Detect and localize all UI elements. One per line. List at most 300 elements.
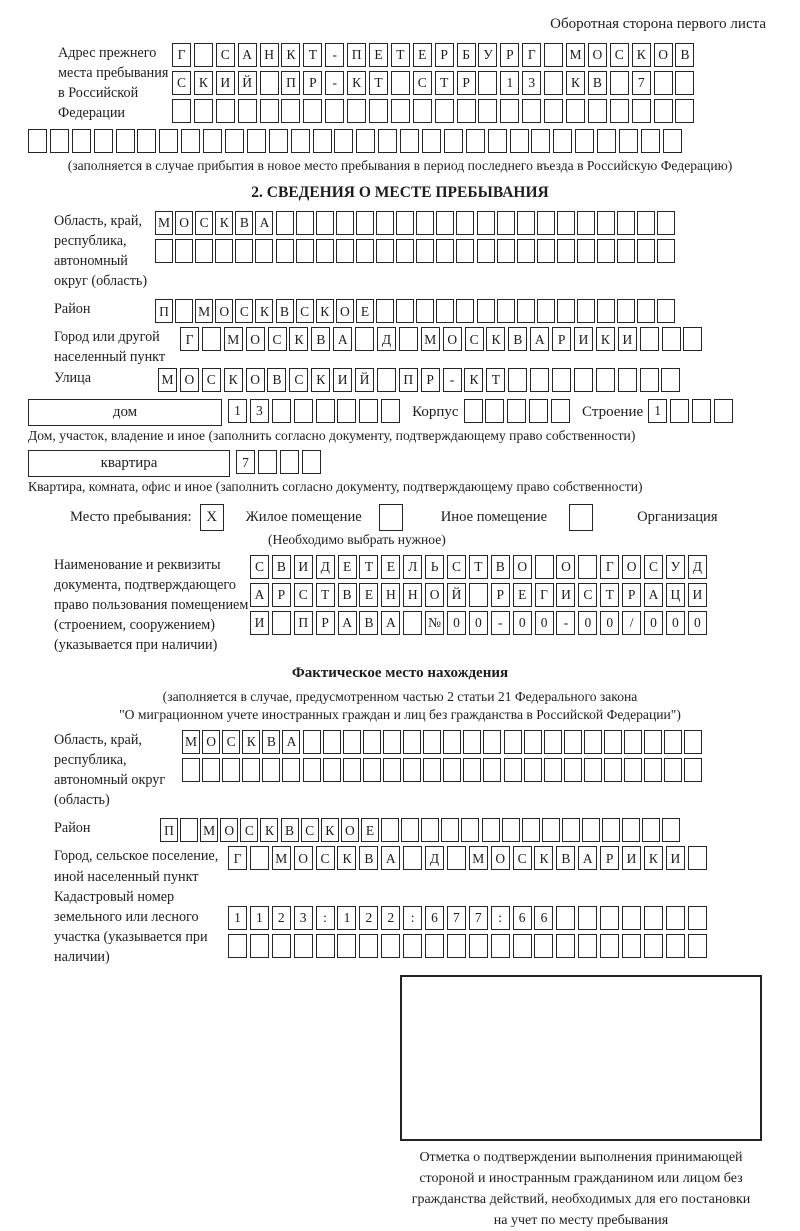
char-cell[interactable] [477, 299, 495, 323]
char-cell[interactable] [421, 818, 439, 842]
char-cell[interactable]: П [399, 368, 418, 392]
char-cell[interactable] [194, 43, 213, 67]
char-cell[interactable] [617, 299, 635, 323]
char-cell[interactable]: О [425, 583, 444, 607]
char-cell[interactable]: Т [316, 583, 335, 607]
char-cell[interactable]: В [556, 846, 575, 870]
char-cell[interactable] [617, 211, 635, 235]
char-cell[interactable] [381, 399, 400, 423]
char-cell[interactable]: С [222, 730, 240, 754]
char-cell[interactable] [413, 99, 432, 123]
char-cell[interactable]: А [381, 611, 400, 635]
char-cell[interactable] [155, 239, 173, 263]
char-cell[interactable] [316, 934, 335, 958]
char-cell[interactable] [670, 399, 689, 423]
char-cell[interactable] [488, 129, 507, 153]
char-cell[interactable]: А [578, 846, 597, 870]
char-cell[interactable] [657, 239, 675, 263]
char-cell[interactable]: В [267, 368, 286, 392]
char-cell[interactable] [369, 99, 388, 123]
char-cell[interactable] [50, 129, 69, 153]
char-cell[interactable]: 0 [535, 611, 554, 635]
char-cell[interactable]: С [301, 818, 319, 842]
char-cell[interactable]: С [240, 818, 258, 842]
char-cell[interactable]: Р [435, 43, 454, 67]
char-cell[interactable] [302, 450, 321, 474]
char-cell[interactable] [507, 399, 526, 423]
char-cell[interactable] [688, 846, 707, 870]
char-cell[interactable]: Т [303, 43, 322, 67]
char-cell[interactable] [294, 934, 313, 958]
char-cell[interactable] [531, 129, 550, 153]
char-cell[interactable] [303, 730, 321, 754]
char-cell[interactable] [377, 368, 396, 392]
char-cell[interactable]: 2 [359, 906, 378, 930]
char-cell[interactable]: О [622, 555, 641, 579]
char-cell[interactable] [403, 730, 421, 754]
char-cell[interactable]: Е [369, 43, 388, 67]
char-cell[interactable]: 7 [447, 906, 466, 930]
char-cell[interactable]: В [588, 71, 607, 95]
char-cell[interactable] [575, 129, 594, 153]
char-cell[interactable] [664, 730, 682, 754]
char-cell[interactable]: Р [457, 71, 476, 95]
char-cell[interactable]: М [272, 846, 291, 870]
char-cell[interactable] [578, 934, 597, 958]
char-cell[interactable]: 1 [228, 399, 247, 423]
char-cell[interactable] [457, 99, 476, 123]
char-cell[interactable] [584, 758, 602, 782]
char-cell[interactable] [347, 99, 366, 123]
char-cell[interactable] [604, 758, 622, 782]
char-cell[interactable] [225, 129, 244, 153]
char-cell[interactable]: С [644, 555, 663, 579]
char-cell[interactable]: 0 [469, 611, 488, 635]
char-cell[interactable]: 0 [513, 611, 532, 635]
char-cell[interactable] [444, 129, 463, 153]
char-cell[interactable] [202, 758, 220, 782]
char-cell[interactable]: М [182, 730, 200, 754]
char-cell[interactable] [684, 730, 702, 754]
char-cell[interactable] [497, 299, 515, 323]
char-cell[interactable] [497, 239, 515, 263]
char-cell[interactable] [602, 818, 620, 842]
char-cell[interactable] [359, 399, 378, 423]
char-cell[interactable]: Ц [666, 583, 685, 607]
char-cell[interactable]: А [644, 583, 663, 607]
char-cell[interactable] [535, 555, 554, 579]
char-cell[interactable] [336, 211, 354, 235]
char-cell[interactable]: Т [359, 555, 378, 579]
char-cell[interactable]: И [622, 846, 641, 870]
char-cell[interactable] [435, 99, 454, 123]
char-cell[interactable]: С [465, 327, 484, 351]
char-cell[interactable]: С [413, 71, 432, 95]
char-cell[interactable] [403, 758, 421, 782]
char-cell[interactable] [542, 818, 560, 842]
char-cell[interactable]: Р [552, 327, 571, 351]
char-cell[interactable]: Г [535, 583, 554, 607]
char-cell[interactable]: И [574, 327, 593, 351]
char-cell[interactable]: 6 [534, 906, 553, 930]
char-cell[interactable]: М [224, 327, 243, 351]
char-cell[interactable] [644, 906, 663, 930]
char-cell[interactable] [116, 129, 135, 153]
char-cell[interactable] [94, 129, 113, 153]
char-cell[interactable]: С [268, 327, 287, 351]
char-cell[interactable]: К [596, 327, 615, 351]
char-cell[interactable]: Т [369, 71, 388, 95]
char-cell[interactable]: К [242, 730, 260, 754]
char-cell[interactable]: 0 [644, 611, 663, 635]
char-cell[interactable]: С [294, 583, 313, 607]
char-cell[interactable]: 1 [648, 399, 667, 423]
char-cell[interactable]: О [246, 368, 265, 392]
char-cell[interactable]: 0 [600, 611, 619, 635]
char-cell[interactable]: О [513, 555, 532, 579]
char-cell[interactable] [478, 99, 497, 123]
char-cell[interactable] [336, 239, 354, 263]
char-cell[interactable] [478, 71, 497, 95]
char-cell[interactable] [657, 299, 675, 323]
char-cell[interactable] [497, 211, 515, 235]
char-cell[interactable]: О [556, 555, 575, 579]
char-cell[interactable] [250, 934, 269, 958]
char-cell[interactable]: Г [522, 43, 541, 67]
char-cell[interactable]: 0 [666, 611, 685, 635]
char-cell[interactable]: С [235, 299, 253, 323]
char-cell[interactable] [692, 399, 711, 423]
char-cell[interactable] [463, 758, 481, 782]
char-cell[interactable] [376, 239, 394, 263]
char-cell[interactable] [272, 934, 291, 958]
char-cell[interactable] [180, 818, 198, 842]
char-cell[interactable]: М [155, 211, 173, 235]
char-cell[interactable]: О [202, 730, 220, 754]
char-cell[interactable]: 7 [469, 906, 488, 930]
char-cell[interactable]: С [250, 555, 269, 579]
char-cell[interactable]: Р [491, 583, 510, 607]
char-cell[interactable] [28, 129, 47, 153]
char-cell[interactable]: 1 [250, 906, 269, 930]
char-cell[interactable]: К [224, 368, 243, 392]
char-cell[interactable] [510, 129, 529, 153]
char-cell[interactable]: К [644, 846, 663, 870]
char-cell[interactable] [600, 906, 619, 930]
char-cell[interactable] [276, 239, 294, 263]
char-cell[interactable] [637, 239, 655, 263]
char-cell[interactable] [334, 129, 353, 153]
char-cell[interactable] [423, 730, 441, 754]
char-cell[interactable] [216, 99, 235, 123]
char-cell[interactable]: А [338, 611, 357, 635]
char-cell[interactable] [250, 846, 269, 870]
char-cell[interactable]: Д [425, 846, 444, 870]
char-cell[interactable]: П [294, 611, 313, 635]
char-cell[interactable]: А [282, 730, 300, 754]
char-cell[interactable] [469, 583, 488, 607]
char-cell[interactable] [396, 299, 414, 323]
char-cell[interactable]: С [447, 555, 466, 579]
char-cell[interactable]: М [421, 327, 440, 351]
char-cell[interactable] [637, 211, 655, 235]
char-cell[interactable] [356, 129, 375, 153]
char-cell[interactable] [376, 299, 394, 323]
char-cell[interactable] [654, 99, 673, 123]
char-cell[interactable] [269, 129, 288, 153]
char-cell[interactable] [383, 758, 401, 782]
char-cell[interactable] [524, 758, 542, 782]
char-cell[interactable]: В [338, 583, 357, 607]
char-cell[interactable] [391, 71, 410, 95]
char-cell[interactable] [600, 934, 619, 958]
char-cell[interactable] [403, 846, 422, 870]
char-cell[interactable]: № [425, 611, 444, 635]
char-cell[interactable] [303, 99, 322, 123]
char-cell[interactable] [242, 758, 260, 782]
char-cell[interactable] [175, 299, 193, 323]
char-cell[interactable]: 1 [500, 71, 519, 95]
char-cell[interactable] [657, 211, 675, 235]
char-cell[interactable]: П [347, 43, 366, 67]
char-cell[interactable]: : [316, 906, 335, 930]
char-cell[interactable] [624, 730, 642, 754]
char-cell[interactable]: М [469, 846, 488, 870]
char-cell[interactable] [483, 758, 501, 782]
char-cell[interactable] [688, 906, 707, 930]
char-cell[interactable]: С [610, 43, 629, 67]
char-cell[interactable] [383, 730, 401, 754]
char-cell[interactable] [260, 99, 279, 123]
char-cell[interactable]: В [508, 327, 527, 351]
char-cell[interactable] [255, 239, 273, 263]
char-cell[interactable]: Й [238, 71, 257, 95]
char-cell[interactable]: К [311, 368, 330, 392]
char-cell[interactable]: Г [228, 846, 247, 870]
char-cell[interactable]: И [556, 583, 575, 607]
char-cell[interactable] [684, 758, 702, 782]
char-cell[interactable]: В [359, 611, 378, 635]
char-cell[interactable] [391, 99, 410, 123]
char-cell[interactable] [502, 818, 520, 842]
char-cell[interactable]: В [675, 43, 694, 67]
char-cell[interactable]: 0 [688, 611, 707, 635]
char-cell[interactable] [544, 758, 562, 782]
char-cell[interactable] [363, 758, 381, 782]
char-cell[interactable] [618, 368, 637, 392]
char-cell[interactable] [529, 399, 548, 423]
char-cell[interactable]: Й [447, 583, 466, 607]
char-cell[interactable] [597, 239, 615, 263]
char-cell[interactable] [640, 327, 659, 351]
char-cell[interactable] [222, 758, 240, 782]
char-cell[interactable] [436, 211, 454, 235]
char-cell[interactable]: 6 [425, 906, 444, 930]
char-cell[interactable]: О [180, 368, 199, 392]
char-cell[interactable]: К [534, 846, 553, 870]
char-cell[interactable]: Т [435, 71, 454, 95]
char-cell[interactable] [517, 299, 535, 323]
char-cell[interactable]: С [216, 43, 235, 67]
char-cell[interactable] [508, 368, 527, 392]
char-cell[interactable] [578, 906, 597, 930]
char-cell[interactable] [260, 71, 279, 95]
char-cell[interactable]: О [336, 299, 354, 323]
char-cell[interactable]: Н [381, 583, 400, 607]
char-cell[interactable] [323, 758, 341, 782]
char-cell[interactable]: 0 [578, 611, 597, 635]
char-cell[interactable] [276, 211, 294, 235]
char-cell[interactable] [604, 730, 622, 754]
char-cell[interactable]: М [195, 299, 213, 323]
char-cell[interactable]: М [566, 43, 585, 67]
char-cell[interactable] [683, 327, 702, 351]
char-cell[interactable]: О [215, 299, 233, 323]
char-cell[interactable] [632, 99, 651, 123]
char-cell[interactable]: Н [260, 43, 279, 67]
char-cell[interactable] [194, 99, 213, 123]
char-cell[interactable]: : [403, 906, 422, 930]
char-cell[interactable] [337, 934, 356, 958]
char-cell[interactable]: О [175, 211, 193, 235]
char-cell[interactable] [381, 818, 399, 842]
char-cell[interactable]: Г [172, 43, 191, 67]
char-cell[interactable]: С [202, 368, 221, 392]
char-cell[interactable] [202, 327, 221, 351]
char-cell[interactable] [504, 730, 522, 754]
char-cell[interactable] [416, 239, 434, 263]
char-cell[interactable]: К [316, 299, 334, 323]
char-cell[interactable]: Т [391, 43, 410, 67]
char-cell[interactable] [272, 611, 291, 635]
char-cell[interactable]: И [688, 583, 707, 607]
char-cell[interactable] [363, 730, 381, 754]
char-cell[interactable]: 1 [228, 906, 247, 930]
char-cell[interactable] [441, 818, 459, 842]
char-cell[interactable] [640, 368, 659, 392]
char-cell[interactable] [456, 299, 474, 323]
char-cell[interactable] [562, 818, 580, 842]
char-cell[interactable] [182, 758, 200, 782]
char-cell[interactable] [537, 239, 555, 263]
char-cell[interactable] [323, 730, 341, 754]
char-cell[interactable]: : [491, 906, 510, 930]
char-cell[interactable]: Р [316, 611, 335, 635]
char-cell[interactable] [624, 758, 642, 782]
char-cell[interactable] [272, 399, 291, 423]
char-cell[interactable] [247, 129, 266, 153]
char-cell[interactable]: 6 [513, 906, 532, 930]
char-cell[interactable]: В [311, 327, 330, 351]
char-cell[interactable]: 3 [522, 71, 541, 95]
char-cell[interactable] [359, 934, 378, 958]
char-cell[interactable]: - [325, 43, 344, 67]
char-cell[interactable]: 7 [632, 71, 651, 95]
char-cell[interactable]: А [250, 583, 269, 607]
char-cell[interactable]: С [172, 71, 191, 95]
char-cell[interactable] [316, 211, 334, 235]
char-cell[interactable]: 3 [294, 906, 313, 930]
char-cell[interactable]: 2 [272, 906, 291, 930]
char-cell[interactable] [416, 211, 434, 235]
char-cell[interactable]: - [443, 368, 462, 392]
char-cell[interactable] [443, 730, 461, 754]
char-cell[interactable] [578, 555, 597, 579]
char-cell[interactable] [464, 399, 483, 423]
char-cell[interactable]: Т [469, 555, 488, 579]
char-cell[interactable] [663, 129, 682, 153]
char-cell[interactable] [610, 71, 629, 95]
char-cell[interactable]: В [491, 555, 510, 579]
char-cell[interactable] [282, 758, 300, 782]
char-cell[interactable] [355, 327, 374, 351]
char-cell[interactable] [443, 758, 461, 782]
char-cell[interactable]: Р [600, 846, 619, 870]
char-cell[interactable]: Е [359, 583, 378, 607]
char-cell[interactable] [622, 934, 641, 958]
char-cell[interactable] [500, 99, 519, 123]
char-cell[interactable] [482, 818, 500, 842]
char-cell[interactable] [642, 818, 660, 842]
char-cell[interactable]: Д [377, 327, 396, 351]
char-cell[interactable]: И [294, 555, 313, 579]
char-cell[interactable]: К [289, 327, 308, 351]
char-cell[interactable]: Е [338, 555, 357, 579]
char-cell[interactable] [228, 934, 247, 958]
char-cell[interactable] [378, 129, 397, 153]
char-cell[interactable] [564, 730, 582, 754]
char-cell[interactable] [588, 99, 607, 123]
char-cell[interactable]: Т [600, 583, 619, 607]
char-cell[interactable] [181, 129, 200, 153]
char-cell[interactable] [477, 239, 495, 263]
char-cell[interactable]: Е [413, 43, 432, 67]
char-cell[interactable] [597, 129, 616, 153]
char-cell[interactable] [513, 934, 532, 958]
char-cell[interactable]: К [632, 43, 651, 67]
char-cell[interactable]: Л [403, 555, 422, 579]
char-cell[interactable] [654, 71, 673, 95]
char-cell[interactable]: А [238, 43, 257, 67]
char-cell[interactable] [175, 239, 193, 263]
char-cell[interactable] [517, 211, 535, 235]
char-cell[interactable]: В [359, 846, 378, 870]
char-cell[interactable]: И [250, 611, 269, 635]
char-cell[interactable]: К [464, 368, 483, 392]
char-cell[interactable]: Р [272, 583, 291, 607]
char-cell[interactable] [280, 450, 299, 474]
char-cell[interactable] [553, 129, 572, 153]
char-cell[interactable]: О [246, 327, 265, 351]
char-cell[interactable] [637, 299, 655, 323]
char-cell[interactable] [574, 368, 593, 392]
char-cell[interactable] [262, 758, 280, 782]
char-cell[interactable] [610, 99, 629, 123]
char-cell[interactable] [400, 129, 419, 153]
char-cell[interactable]: О [443, 327, 462, 351]
char-cell[interactable] [557, 299, 575, 323]
char-cell[interactable]: У [666, 555, 685, 579]
char-cell[interactable] [325, 99, 344, 123]
char-cell[interactable]: С [316, 846, 335, 870]
char-cell[interactable] [72, 129, 91, 153]
char-cell[interactable]: 1 [337, 906, 356, 930]
char-cell[interactable] [396, 211, 414, 235]
char-cell[interactable]: Р [500, 43, 519, 67]
char-cell[interactable] [537, 299, 555, 323]
char-cell[interactable] [403, 934, 422, 958]
char-cell[interactable] [517, 239, 535, 263]
